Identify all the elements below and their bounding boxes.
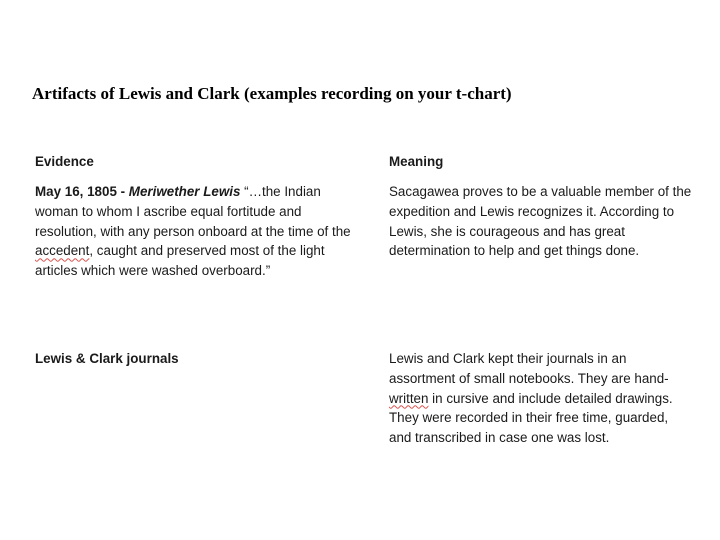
evidence-entry-quote [35,182,355,281]
meaning-entry-sacagawea: Sacagawea proves to be a valuable member of the expedition and Lewis recognizes it. According to Lewis, she is courageous and has great determination to help and get things done. [389,184,692,259]
quote-date: May 16, 1805 - [35,184,129,199]
journals-text-end: in cursive and include detailed drawings. They were recorded in their free time, guarded, and transcribed in case one was lost. [389,390,673,446]
meaning-header: Meaning [389,154,444,169]
evidence-header: Evidence [35,154,94,169]
meaning-entry-journals [389,349,694,448]
misspelled-word: accedent [35,243,90,259]
quote-text-start: “…the Indian woman to whom I ascribe equal fortitude and resolution, with any person onboard at the time of the [35,184,351,239]
slide-title: Artifacts of Lewis and Clark (examples recording on your t-chart) [32,84,512,103]
quote-text-end: , caught and preserved most of the light articles which were washed overboard.” [35,243,325,279]
journals-text-start: Lewis and Clark kept their journals in an assortment of small notebooks. They are hand- [389,351,669,386]
evidence-entry-journals: Lewis & Clark journals [35,351,179,366]
misspelled-word: written [389,390,429,406]
quote-author: Meriwether Lewis [128,184,241,199]
